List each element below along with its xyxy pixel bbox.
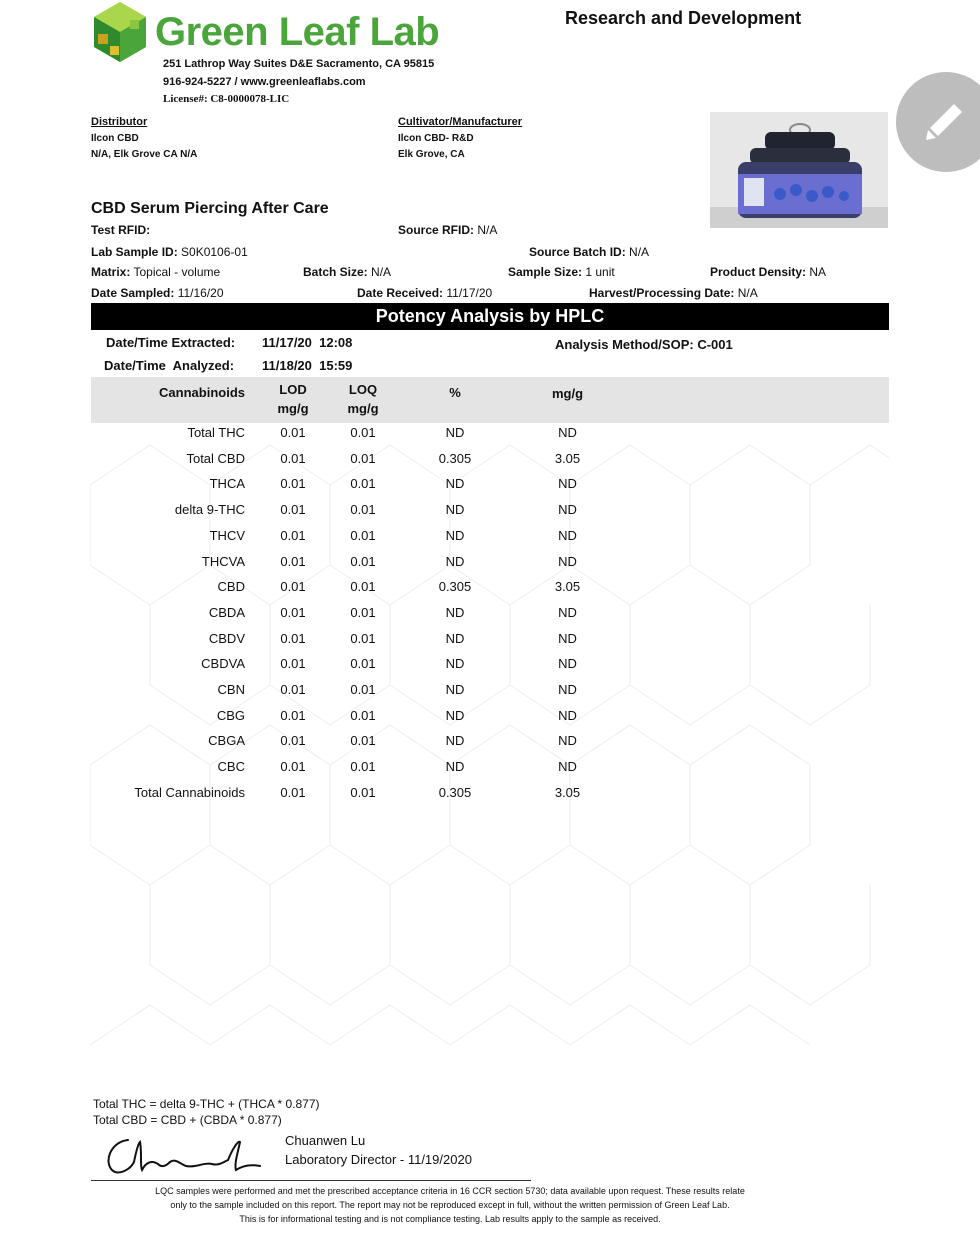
cell-mg-per-g: 3.05 [554, 579, 581, 594]
cell-loq: 0.01 [350, 631, 376, 646]
cell-percent: ND [445, 759, 465, 774]
header-percent: % [449, 385, 461, 400]
cell-mg-per-g: 3.05 [554, 451, 581, 466]
cell-name: CBG [216, 708, 245, 723]
cell-lod: 0.01 [280, 528, 306, 543]
cell-lod: 0.01 [280, 656, 306, 671]
cell-name: CBN [217, 682, 245, 697]
cell-mg-per-g: 3.05 [554, 785, 581, 800]
distributor-name: Ilcon CBD [91, 133, 139, 144]
cell-mg-per-g: ND [558, 708, 577, 723]
cell-lod: 0.01 [280, 502, 306, 517]
sample-size-value: 1 unit [585, 265, 615, 279]
cell-name: CBDV [208, 631, 245, 646]
header-lod-label: LOD [279, 382, 307, 397]
cell-name: CBDVA [201, 656, 245, 671]
cell-mg-per-g: ND [558, 733, 577, 748]
header-cannabinoids: Cannabinoids [159, 385, 245, 400]
cell-loq: 0.01 [350, 682, 376, 697]
harvest-date-field [589, 286, 758, 300]
header-loq [340, 380, 386, 418]
source-rfid-value: N/A [477, 223, 498, 237]
lab-sample-id-label: Lab Sample ID: [91, 245, 178, 259]
cell-name: CBC [217, 759, 245, 774]
report-type: Research and Development [565, 8, 802, 28]
cell-name: Total THC [187, 425, 245, 440]
date-sampled-value: 11/16/20 [177, 286, 224, 300]
cell-mg-per-g: ND [558, 656, 577, 671]
cell-name: Total Cannabinoids [134, 785, 245, 800]
cell-lod: 0.01 [280, 554, 306, 569]
formula-total-thc: Total THC = delta 9-THC + (THCA * 0.877) [93, 1097, 320, 1111]
cell-lod: 0.01 [280, 785, 306, 800]
potency-section-title: Potency Analysis by HPLC [91, 303, 889, 330]
pencil-icon [922, 98, 968, 144]
signer-title: Laboratory Director - 11/19/2020 [285, 1152, 472, 1167]
cell-lod: 0.01 [280, 759, 306, 774]
cultivator-name: Ilcon CBD- R&D [398, 133, 474, 144]
source-batch-id-field [529, 245, 649, 259]
extracted-label: Date/Time Extracted: [106, 335, 236, 350]
cultivator-title: Cultivator/Manufacturer [398, 116, 523, 128]
analyzed-label: Date/Time Analyzed: [104, 358, 235, 373]
cell-lod: 0.01 [280, 708, 306, 723]
cell-name: Total CBD [186, 451, 245, 466]
cell-percent: ND [445, 682, 465, 697]
cell-name: CBD [217, 579, 245, 594]
cell-loq: 0.01 [350, 579, 376, 594]
brand-name: Green Leaf Lab [155, 10, 440, 54]
batch-size-field [303, 265, 391, 279]
cultivator-location: Elk Grove, CA [398, 149, 465, 160]
cell-mg-per-g: ND [558, 631, 577, 646]
harvest-date-label: Harvest/Processing Date: [589, 286, 735, 300]
cell-percent: ND [445, 476, 465, 491]
footer-divider [91, 1180, 531, 1181]
cell-loq: 0.01 [350, 451, 376, 466]
cell-lod: 0.01 [280, 425, 306, 440]
cell-percent: ND [445, 502, 465, 517]
cell-name: delta 9-THC [174, 502, 245, 517]
cell-loq: 0.01 [350, 554, 376, 569]
product-density-field [710, 265, 826, 279]
cell-lod: 0.01 [280, 605, 306, 620]
disclaimer-line-2: only to the sample included on this report. The report may not be reproduced except in full, without the written permission of Green Leaf Lab. [170, 1200, 730, 1210]
header-loq-label: LOQ [348, 382, 378, 397]
cell-loq: 0.01 [350, 656, 376, 671]
test-rfid-field [91, 223, 150, 237]
signer-name: Chuanwen Lu [285, 1133, 366, 1148]
cell-percent: ND [445, 656, 465, 671]
cell-name: CBGA [208, 733, 245, 748]
sample-size-field [508, 265, 615, 279]
method-label: Analysis Method/SOP: [555, 337, 694, 352]
cell-mg-per-g: ND [558, 759, 577, 774]
cell-loq: 0.01 [350, 476, 376, 491]
cell-name: THCA [209, 476, 245, 491]
date-sampled-field [91, 286, 224, 300]
cell-loq: 0.01 [350, 528, 376, 543]
date-received-value: 11/17/20 [446, 286, 493, 300]
edit-button[interactable] [896, 72, 980, 172]
lab-contact: 916-924-5227 / www.greenleaflabs.com [163, 76, 366, 88]
cell-loq: 0.01 [350, 605, 376, 620]
lab-license: License#: C8-0000078-LIC [163, 93, 290, 105]
header-lod-unit: mg/g [277, 401, 309, 416]
source-batch-id-value: N/A [629, 245, 650, 259]
date-received-label: Date Received: [357, 286, 444, 300]
product-name: CBD Serum Piercing After Care [91, 200, 329, 217]
signature [100, 1132, 270, 1182]
distributor-title: Distributor [91, 116, 148, 128]
date-sampled-label: Date Sampled: [91, 286, 175, 300]
batch-size-label: Batch Size: [303, 265, 368, 279]
cell-loq: 0.01 [350, 708, 376, 723]
date-received-field [357, 286, 492, 300]
cell-percent: 0.305 [438, 785, 472, 800]
cell-percent: ND [445, 554, 465, 569]
cell-lod: 0.01 [280, 579, 306, 594]
method-value: C-001 [697, 337, 733, 352]
cell-percent: 0.305 [438, 451, 472, 466]
cell-lod: 0.01 [280, 631, 306, 646]
batch-size-value: N/A [371, 265, 392, 279]
background-pattern [90, 425, 890, 1085]
cell-loq: 0.01 [350, 733, 376, 748]
formula-total-cbd: Total CBD = CBD + (CBDA * 0.877) [93, 1113, 282, 1127]
cell-loq: 0.01 [350, 502, 376, 517]
cell-mg-per-g: ND [558, 476, 577, 491]
cell-loq: 0.01 [350, 785, 376, 800]
analyzed-value: 11/18/20 15:59 [262, 358, 353, 373]
disclaimer-line-3: This is for informational testing and is not compliance testing. Lab results apply to the sample as received. [239, 1214, 661, 1224]
extracted-value: 11/17/20 12:08 [262, 335, 353, 350]
cell-mg-per-g: ND [558, 554, 577, 569]
cell-percent: ND [445, 528, 465, 543]
cell-percent: 0.305 [438, 579, 472, 594]
header-lod [270, 380, 316, 418]
cell-percent: ND [445, 605, 465, 620]
header-mg-per-g: mg/g [551, 386, 584, 401]
product-photo [710, 112, 888, 228]
method-field [555, 337, 733, 352]
cell-percent: ND [445, 631, 465, 646]
cell-percent: ND [445, 425, 465, 440]
cell-loq: 0.01 [350, 425, 376, 440]
cell-percent: ND [445, 708, 465, 723]
cell-mg-per-g: ND [558, 528, 577, 543]
distributor-location: N/A, Elk Grove CA N/A [91, 149, 198, 160]
product-density-label: Product Density: [710, 265, 807, 279]
harvest-date-value: N/A [737, 286, 758, 300]
matrix-label: Matrix: [91, 265, 131, 279]
cell-mg-per-g: ND [558, 605, 577, 620]
lab-address: 251 Lathrop Way Suites D&E Sacramento, CA 95815 [163, 58, 435, 70]
header-loq-unit: mg/g [347, 401, 379, 416]
cell-lod: 0.01 [280, 476, 306, 491]
product-density-value: NA [809, 265, 827, 279]
source-rfid-field [398, 223, 497, 237]
sample-size-label: Sample Size: [508, 265, 583, 279]
cell-lod: 0.01 [280, 733, 306, 748]
cell-loq: 0.01 [350, 759, 376, 774]
source-batch-id-label: Source Batch ID: [529, 245, 626, 259]
cell-mg-per-g: ND [558, 425, 577, 440]
matrix-field [91, 265, 220, 279]
cell-percent: ND [445, 733, 465, 748]
source-rfid-label: Source RFID: [398, 223, 475, 237]
cell-lod: 0.01 [280, 682, 306, 697]
green-leaf-lab-logo-icon [90, 0, 150, 72]
cell-lod: 0.01 [280, 451, 306, 466]
cell-mg-per-g: ND [558, 682, 577, 697]
lab-sample-id-field [91, 245, 248, 259]
cell-name: THCV [209, 528, 245, 543]
cell-name: THCVA [201, 554, 245, 569]
cell-name: CBDA [208, 605, 245, 620]
cell-mg-per-g: ND [558, 502, 577, 517]
disclaimer-line-1: LQC samples were performed and met the prescribed acceptance criteria in 16 CCR section 5730; data available upon request. These results relate [155, 1186, 745, 1196]
lab-sample-id-value: S0K0106-01 [181, 245, 248, 259]
matrix-value: Topical - volume [133, 265, 221, 279]
test-rfid-label: Test RFID: [91, 223, 151, 237]
